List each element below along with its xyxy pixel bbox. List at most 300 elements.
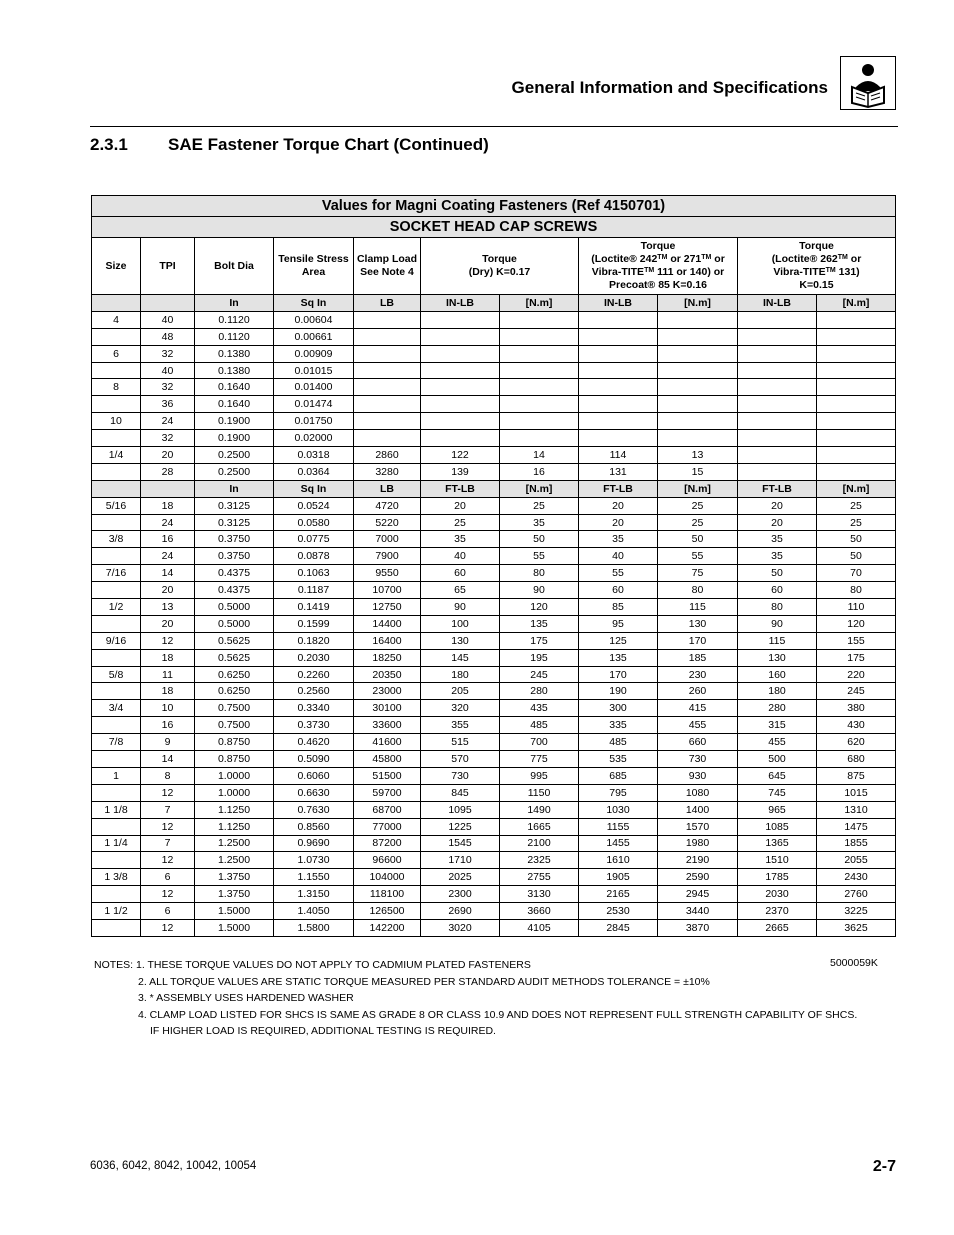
table-cell: 12: [141, 919, 195, 936]
table-cell: 180: [738, 683, 817, 700]
table-cell: 685: [579, 767, 658, 784]
table-cell: [354, 413, 421, 430]
table-cell: 28: [141, 463, 195, 480]
note-3: 3. * ASSEMBLY USES HARDENED WASHER: [138, 992, 354, 1004]
table-cell: 126500: [354, 903, 421, 920]
table-cell: [92, 683, 141, 700]
table-cell: [579, 430, 658, 447]
header-torque-loctite-242: Torque (Loctite® 242™ or 271™ or Vibra-TITE™ 111 or 140) or Precoat® 85 K=0.16: [579, 238, 738, 295]
table-cell: 845: [421, 784, 500, 801]
table-cell: 11: [141, 666, 195, 683]
table-cell: 87200: [354, 835, 421, 852]
table-row: [92, 396, 896, 413]
table-cell: 0.4375: [195, 565, 274, 582]
table-cell: IN-LB: [738, 295, 817, 312]
table-cell: 5/8: [92, 666, 141, 683]
table-header-row: [92, 238, 896, 295]
table-cell: 40: [141, 311, 195, 328]
table-cell: 0.1640: [195, 379, 274, 396]
table-cell: 1085: [738, 818, 817, 835]
table-cell: [421, 311, 500, 328]
table-cell: [658, 396, 738, 413]
table-cell: 995: [500, 767, 579, 784]
units-row-inlb: [92, 295, 896, 312]
table-cell: 50: [817, 548, 896, 565]
table-cell: 80: [500, 565, 579, 582]
table-cell: 1785: [738, 869, 817, 886]
table-cell: 2030: [738, 886, 817, 903]
table-cell: 2760: [817, 886, 896, 903]
table-cell: LB: [354, 295, 421, 312]
note-2: 2. ALL TORQUE VALUES ARE STATIC TORQUE MEASURED PER STANDARD AUDIT METHODS TOLERANCE = ±10%: [138, 975, 710, 988]
table-cell: In: [195, 480, 274, 497]
table-cell: 260: [658, 683, 738, 700]
table-cell: [658, 328, 738, 345]
table-cell: 130: [421, 632, 500, 649]
table-cell: 205: [421, 683, 500, 700]
table-cell: [817, 328, 896, 345]
table-cell: 77000: [354, 818, 421, 835]
table-row: [92, 582, 896, 599]
table-cell: 535: [579, 751, 658, 768]
table-cell: 68700: [354, 801, 421, 818]
table-cell: [354, 396, 421, 413]
table-row: [92, 784, 896, 801]
table-row: [92, 632, 896, 649]
table-cell: 0.0318: [274, 447, 354, 464]
table-cell: [738, 463, 817, 480]
table-row: [92, 463, 896, 480]
table-cell: 155: [817, 632, 896, 649]
table-cell: 0.6060: [274, 767, 354, 784]
table-cell: [579, 379, 658, 396]
table-cell: Sq In: [274, 480, 354, 497]
table-row: [92, 599, 896, 616]
table-cell: 0.2030: [274, 649, 354, 666]
table-cell: [579, 328, 658, 345]
table-cell: 0.2260: [274, 666, 354, 683]
table-cell: 300: [579, 700, 658, 717]
table-cell: 13: [658, 447, 738, 464]
reading-manual-icon: [840, 56, 896, 110]
table-cell: 118100: [354, 886, 421, 903]
table-cell: 455: [738, 734, 817, 751]
document-number: 5000059K: [830, 957, 878, 969]
table-cell: 14: [141, 565, 195, 582]
table-cell: 1/4: [92, 447, 141, 464]
header-title: General Information and Specifications: [511, 78, 828, 97]
table-row: [92, 345, 896, 362]
table-cell: 51500: [354, 767, 421, 784]
table-cell: LB: [354, 480, 421, 497]
table-cell: 0.1120: [195, 328, 274, 345]
table-cell: 1 3/8: [92, 869, 141, 886]
table-cell: 75: [658, 565, 738, 582]
notes: [94, 957, 857, 1040]
table-cell: [92, 717, 141, 734]
table-cell: 2755: [500, 869, 579, 886]
table-cell: 1490: [500, 801, 579, 818]
table-cell: [500, 362, 579, 379]
table-cell: 485: [579, 734, 658, 751]
table-cell: 0.01750: [274, 413, 354, 430]
table-cell: 6: [141, 903, 195, 920]
table-cell: 2100: [500, 835, 579, 852]
table-cell: FT-LB: [738, 480, 817, 497]
table-cell: 60: [421, 565, 500, 582]
table-cell: 1610: [579, 852, 658, 869]
table-cell: [354, 328, 421, 345]
table-cell: 16400: [354, 632, 421, 649]
header-tpi: TPI: [141, 238, 195, 295]
table-cell: [658, 345, 738, 362]
table-row: [92, 615, 896, 632]
table-cell: 9550: [354, 565, 421, 582]
table-cell: 315: [738, 717, 817, 734]
table-cell: FT-LB: [421, 480, 500, 497]
table-cell: 1.2500: [195, 835, 274, 852]
table-cell: 280: [500, 683, 579, 700]
table-cell: 1/2: [92, 599, 141, 616]
table-cell: 1225: [421, 818, 500, 835]
table-cell: [92, 751, 141, 768]
table-cell: 415: [658, 700, 738, 717]
table-cell: 0.8560: [274, 818, 354, 835]
table-cell: 1310: [817, 801, 896, 818]
table-cell: 1.5000: [195, 903, 274, 920]
table-cell: 0.2500: [195, 447, 274, 464]
table-cell: 2300: [421, 886, 500, 903]
table-cell: 0.7500: [195, 700, 274, 717]
table-cell: 160: [738, 666, 817, 683]
table-cell: 0.5625: [195, 632, 274, 649]
table-cell: 3130: [500, 886, 579, 903]
header-clamp: Clamp Load See Note 4: [354, 238, 421, 295]
table-cell: [92, 514, 141, 531]
table-cell: 1.1550: [274, 869, 354, 886]
table-cell: 110: [817, 599, 896, 616]
table-cell: 2665: [738, 919, 817, 936]
table-cell: 10: [141, 700, 195, 717]
table-cell: 13: [141, 599, 195, 616]
note-4: 4. CLAMP LOAD LISTED FOR SHCS IS SAME AS GRADE 8 OR CLASS 10.9 AND DOES NOT REPRESENT FULL STRENGTH CAPABILITY OF SHCS.: [138, 1008, 858, 1021]
table-row: [92, 362, 896, 379]
table-cell: [141, 480, 195, 497]
table-cell: [92, 784, 141, 801]
table-cell: 59700: [354, 784, 421, 801]
table-cell: 7/8: [92, 734, 141, 751]
table-cell: 114: [579, 447, 658, 464]
table-cell: 0.9690: [274, 835, 354, 852]
header-bolt-dia: Bolt Dia: [195, 238, 274, 295]
table-cell: [658, 362, 738, 379]
table-row: [92, 514, 896, 531]
table-cell: 7900: [354, 548, 421, 565]
header-rule: [90, 126, 898, 127]
table-row: [92, 751, 896, 768]
table-cell: 170: [579, 666, 658, 683]
table-cell: 16: [500, 463, 579, 480]
table-cell: 0.1419: [274, 599, 354, 616]
table-cell: [579, 362, 658, 379]
table-cell: 85: [579, 599, 658, 616]
table-cell: 32: [141, 379, 195, 396]
table-cell: [817, 379, 896, 396]
table-cell: 220: [817, 666, 896, 683]
table-cell: 0.00909: [274, 345, 354, 362]
table-row: [92, 649, 896, 666]
table-cell: 8: [141, 767, 195, 784]
table-cell: [738, 379, 817, 396]
table-row: [92, 328, 896, 345]
table-cell: IN-LB: [421, 295, 500, 312]
table-cell: 96600: [354, 852, 421, 869]
table-cell: 24: [141, 413, 195, 430]
table-cell: 50: [500, 531, 579, 548]
table-cell: 45800: [354, 751, 421, 768]
table-cell: [658, 379, 738, 396]
table-row: [92, 717, 896, 734]
table-cell: 1475: [817, 818, 896, 835]
table-cell: 40: [579, 548, 658, 565]
table-cell: 515: [421, 734, 500, 751]
table-cell: [92, 649, 141, 666]
table-cell: 50: [817, 531, 896, 548]
table-cell: 2690: [421, 903, 500, 920]
table-cell: 55: [658, 548, 738, 565]
table-cell: 0.1380: [195, 345, 274, 362]
table-cell: 40: [421, 548, 500, 565]
table-cell: 4: [92, 311, 141, 328]
table-cell: 139: [421, 463, 500, 480]
note-4-continued: IF HIGHER LOAD IS REQUIRED, ADDITIONAL TESTING IS REQUIRED.: [150, 1025, 496, 1037]
table-cell: 60: [579, 582, 658, 599]
table-cell: [738, 345, 817, 362]
table-cell: 0.00604: [274, 311, 354, 328]
table-cell: 5/16: [92, 497, 141, 514]
table-cell: 320: [421, 700, 500, 717]
table-cell: 0.0524: [274, 497, 354, 514]
table-row: [92, 683, 896, 700]
table-cell: 100: [421, 615, 500, 632]
table-cell: 8: [92, 379, 141, 396]
table-row: [92, 311, 896, 328]
table-cell: 795: [579, 784, 658, 801]
table-cell: 2370: [738, 903, 817, 920]
table-cell: 0.1640: [195, 396, 274, 413]
table-cell: [421, 430, 500, 447]
table-cell: 0.3340: [274, 700, 354, 717]
table-cell: [500, 328, 579, 345]
table-cell: 10700: [354, 582, 421, 599]
table-cell: 2945: [658, 886, 738, 903]
table-row: [92, 767, 896, 784]
table-cell: [658, 430, 738, 447]
table-cell: 0.1820: [274, 632, 354, 649]
table-cell: [N.m]: [658, 480, 738, 497]
table-cell: 2325: [500, 852, 579, 869]
table-cell: 60: [738, 582, 817, 599]
table-cell: 0.3750: [195, 531, 274, 548]
table-cell: 18250: [354, 649, 421, 666]
torque-table: [91, 195, 896, 937]
table-cell: [92, 886, 141, 903]
table-cell: [817, 362, 896, 379]
table-cell: 50: [738, 565, 817, 582]
table-cell: 5220: [354, 514, 421, 531]
table-cell: [500, 345, 579, 362]
table-cell: [354, 430, 421, 447]
table-cell: 3/4: [92, 700, 141, 717]
table-cell: 35: [421, 531, 500, 548]
table-cell: [817, 413, 896, 430]
table-cell: 48: [141, 328, 195, 345]
table-cell: 0.01474: [274, 396, 354, 413]
table-cell: [N.m]: [817, 480, 896, 497]
table-cell: 104000: [354, 869, 421, 886]
table-cell: 120: [817, 615, 896, 632]
table-cell: 20350: [354, 666, 421, 683]
table-cell: 230: [658, 666, 738, 683]
table-cell: [354, 379, 421, 396]
table-cell: 3225: [817, 903, 896, 920]
table-cell: 3440: [658, 903, 738, 920]
table-row: [92, 734, 896, 751]
table-cell: 0.7630: [274, 801, 354, 818]
table-cell: 14: [500, 447, 579, 464]
table-cell: 14400: [354, 615, 421, 632]
table-cell: 80: [738, 599, 817, 616]
table-cell: 50: [658, 531, 738, 548]
table-cell: [354, 345, 421, 362]
table-cell: 145: [421, 649, 500, 666]
table-cell: 80: [658, 582, 738, 599]
table-cell: 115: [658, 599, 738, 616]
table-cell: 245: [817, 683, 896, 700]
table-row: [92, 379, 896, 396]
table-cell: [817, 430, 896, 447]
table-row: [92, 801, 896, 818]
table-cell: 2845: [579, 919, 658, 936]
table-cell: 0.6250: [195, 683, 274, 700]
table-cell: 20: [738, 514, 817, 531]
table-cell: 1980: [658, 835, 738, 852]
table-cell: [817, 311, 896, 328]
table-cell: [658, 413, 738, 430]
table-cell: 500: [738, 751, 817, 768]
table-cell: 0.0775: [274, 531, 354, 548]
table-cell: 1095: [421, 801, 500, 818]
table-cell: [500, 430, 579, 447]
page-number: 2-7: [872, 1158, 896, 1175]
table-cell: 25: [658, 514, 738, 531]
table-cell: 7/16: [92, 565, 141, 582]
table-cell: 25: [421, 514, 500, 531]
table-cell: 0.01400: [274, 379, 354, 396]
table-cell: Sq In: [274, 295, 354, 312]
table-row: [92, 548, 896, 565]
table-cell: [738, 328, 817, 345]
table-cell: 12: [141, 852, 195, 869]
table-cell: 0.1900: [195, 430, 274, 447]
table-cell: 4720: [354, 497, 421, 514]
table-cell: 115: [738, 632, 817, 649]
table-cell: 1.1250: [195, 801, 274, 818]
table-cell: 0.01015: [274, 362, 354, 379]
table-cell: 430: [817, 717, 896, 734]
table-cell: 355: [421, 717, 500, 734]
table-cell: [817, 345, 896, 362]
table-cell: [738, 430, 817, 447]
table-cell: 1 1/4: [92, 835, 141, 852]
table-row: [92, 531, 896, 548]
table-cell: 90: [738, 615, 817, 632]
table-cell: 6: [92, 345, 141, 362]
table-cell: 1710: [421, 852, 500, 869]
table-cell: 1665: [500, 818, 579, 835]
table-row: [92, 413, 896, 430]
table-cell: 1.0730: [274, 852, 354, 869]
table-cell: [N.m]: [817, 295, 896, 312]
table-row: [92, 447, 896, 464]
table-cell: 40: [141, 362, 195, 379]
table-cell: 12: [141, 818, 195, 835]
table-cell: 30100: [354, 700, 421, 717]
table-row: [92, 919, 896, 936]
table-cell: 122: [421, 447, 500, 464]
table-cell: [421, 345, 500, 362]
table-cell: 0.1380: [195, 362, 274, 379]
table-cell: 1545: [421, 835, 500, 852]
table-cell: 335: [579, 717, 658, 734]
table-cell: 16: [141, 717, 195, 734]
table-cell: 33600: [354, 717, 421, 734]
table-cell: 1455: [579, 835, 658, 852]
table-cell: [N.m]: [500, 480, 579, 497]
table-cell: 570: [421, 751, 500, 768]
table-cell: 0.4375: [195, 582, 274, 599]
table-cell: [579, 311, 658, 328]
table-cell: 135: [579, 649, 658, 666]
table-cell: 195: [500, 649, 579, 666]
table-cell: 15: [658, 463, 738, 480]
table-cell: 24: [141, 514, 195, 531]
table-row: [92, 852, 896, 869]
table-cell: 2055: [817, 852, 896, 869]
table-cell: [738, 396, 817, 413]
table-cell: 280: [738, 700, 817, 717]
table-cell: 0.5000: [195, 599, 274, 616]
table-cell: 3625: [817, 919, 896, 936]
table-cell: 930: [658, 767, 738, 784]
table-subtitle: SOCKET HEAD CAP SCREWS: [92, 217, 896, 238]
table-cell: 0.2500: [195, 463, 274, 480]
table-cell: 1.0000: [195, 784, 274, 801]
table-cell: 0.5625: [195, 649, 274, 666]
table-cell: [738, 362, 817, 379]
note-1: NOTES: 1. THESE TORQUE VALUES DO NOT APPLY TO CADMIUM PLATED FASTENERS: [94, 959, 531, 971]
table-row: [92, 869, 896, 886]
table-cell: 3280: [354, 463, 421, 480]
table-cell: [500, 413, 579, 430]
table-cell: 185: [658, 649, 738, 666]
table-cell: [92, 328, 141, 345]
header-torque-loctite-262: Torque (Loctite® 262™ or Vibra-TITE™ 131) K=0.15: [738, 238, 896, 295]
table-cell: 1155: [579, 818, 658, 835]
table-cell: 7: [141, 801, 195, 818]
table-cell: [92, 852, 141, 869]
table-row: [92, 700, 896, 717]
